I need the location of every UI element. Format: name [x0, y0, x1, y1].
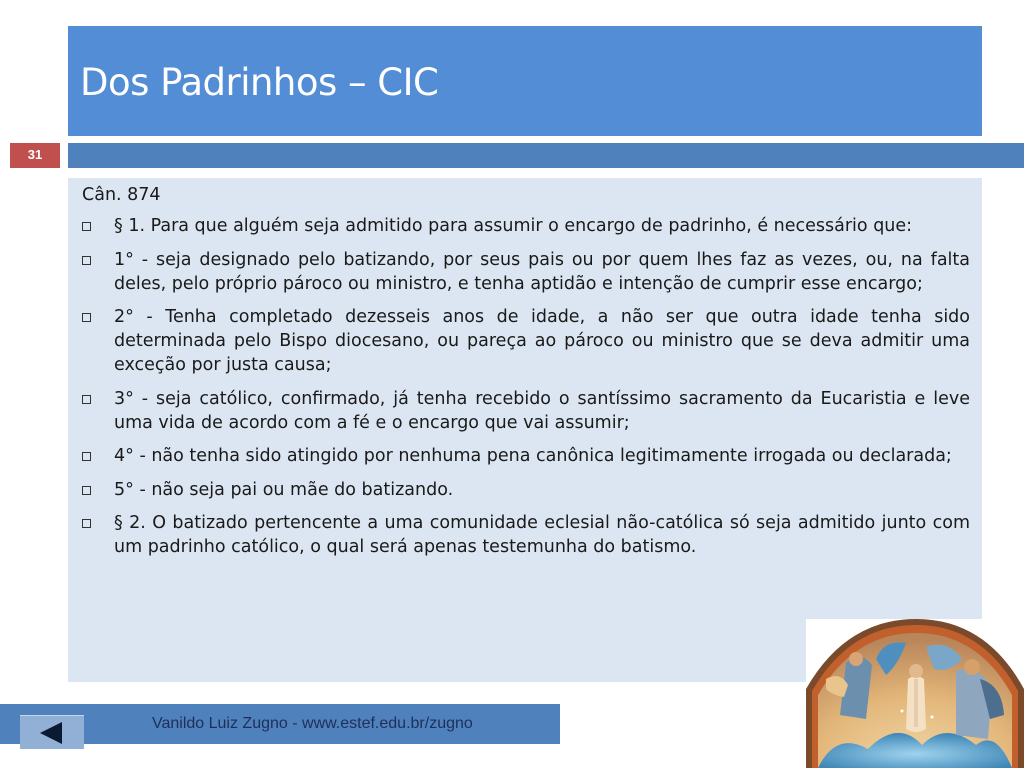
footer-credit: Vanildo Luiz Zugno - www.estef.edu.br/zugno	[152, 715, 473, 732]
list-item	[78, 214, 970, 238]
slide-number: 31	[10, 143, 60, 168]
square-bullet-icon	[82, 256, 91, 265]
square-bullet-icon	[82, 486, 91, 495]
list-item-text: 1° - seja designado pelo batizando, por seus pais ou por quem lhes faz as vezes, ou, na falta deles, pelo próprio pároco ou ministro, e tenha aptidão e intenção de cumprir esse encargo;	[114, 249, 970, 294]
back-arrow-icon	[40, 722, 62, 744]
square-bullet-icon	[82, 452, 91, 461]
list-item-text: 5° - não seja pai ou mãe do batizando.	[114, 479, 454, 500]
list-item-text: § 2. O batizado pertencente a uma comunidade eclesial não-católica só seja admitido junto com um padrinho católico, o qual será apenas testemunha do batismo.	[114, 513, 970, 557]
square-bullet-icon	[82, 519, 91, 528]
square-bullet-icon	[82, 222, 91, 231]
list-item	[78, 305, 970, 377]
title-bar	[68, 26, 982, 136]
canon-heading: Cân. 874	[82, 185, 161, 205]
list-item	[78, 444, 970, 468]
list-item-text: § 1. Para que alguém seja admitido para assumir o encargo de padrinho, é necessário que:	[114, 216, 913, 236]
list-item-text: 3° - seja católico, confirmado, já tenha recebido o santíssimo sacramento da Eucaristia e leve uma vida de acordo com a fé e o encargo que vai assumir;	[114, 388, 970, 433]
list-item	[78, 248, 970, 296]
header-stripe	[68, 143, 1024, 168]
list-item	[78, 511, 970, 559]
list-item-text: 4° - não tenha sido atingido por nenhuma pena canônica legitimamente irrogada ou declarada;	[114, 446, 952, 466]
content-box	[68, 178, 982, 682]
bullet-list	[78, 214, 970, 569]
mosaic-illustration	[806, 619, 1024, 768]
back-button[interactable]	[20, 715, 84, 749]
baptism-mosaic-image	[806, 619, 1024, 768]
list-item-text: 2° - Tenha completado dezesseis anos de idade, a não ser que outra idade tenha sido determinada pelo Bispo diocesano, ou pareça ao pároco ou ministro que se deva admitir uma exceção por justa causa;	[114, 307, 970, 375]
list-item	[78, 387, 970, 435]
list-item	[78, 478, 970, 502]
square-bullet-icon	[82, 313, 91, 322]
slide-title: Dos Padrinhos – CIC	[80, 61, 439, 104]
footer-bar	[0, 704, 560, 744]
square-bullet-icon	[82, 395, 91, 404]
